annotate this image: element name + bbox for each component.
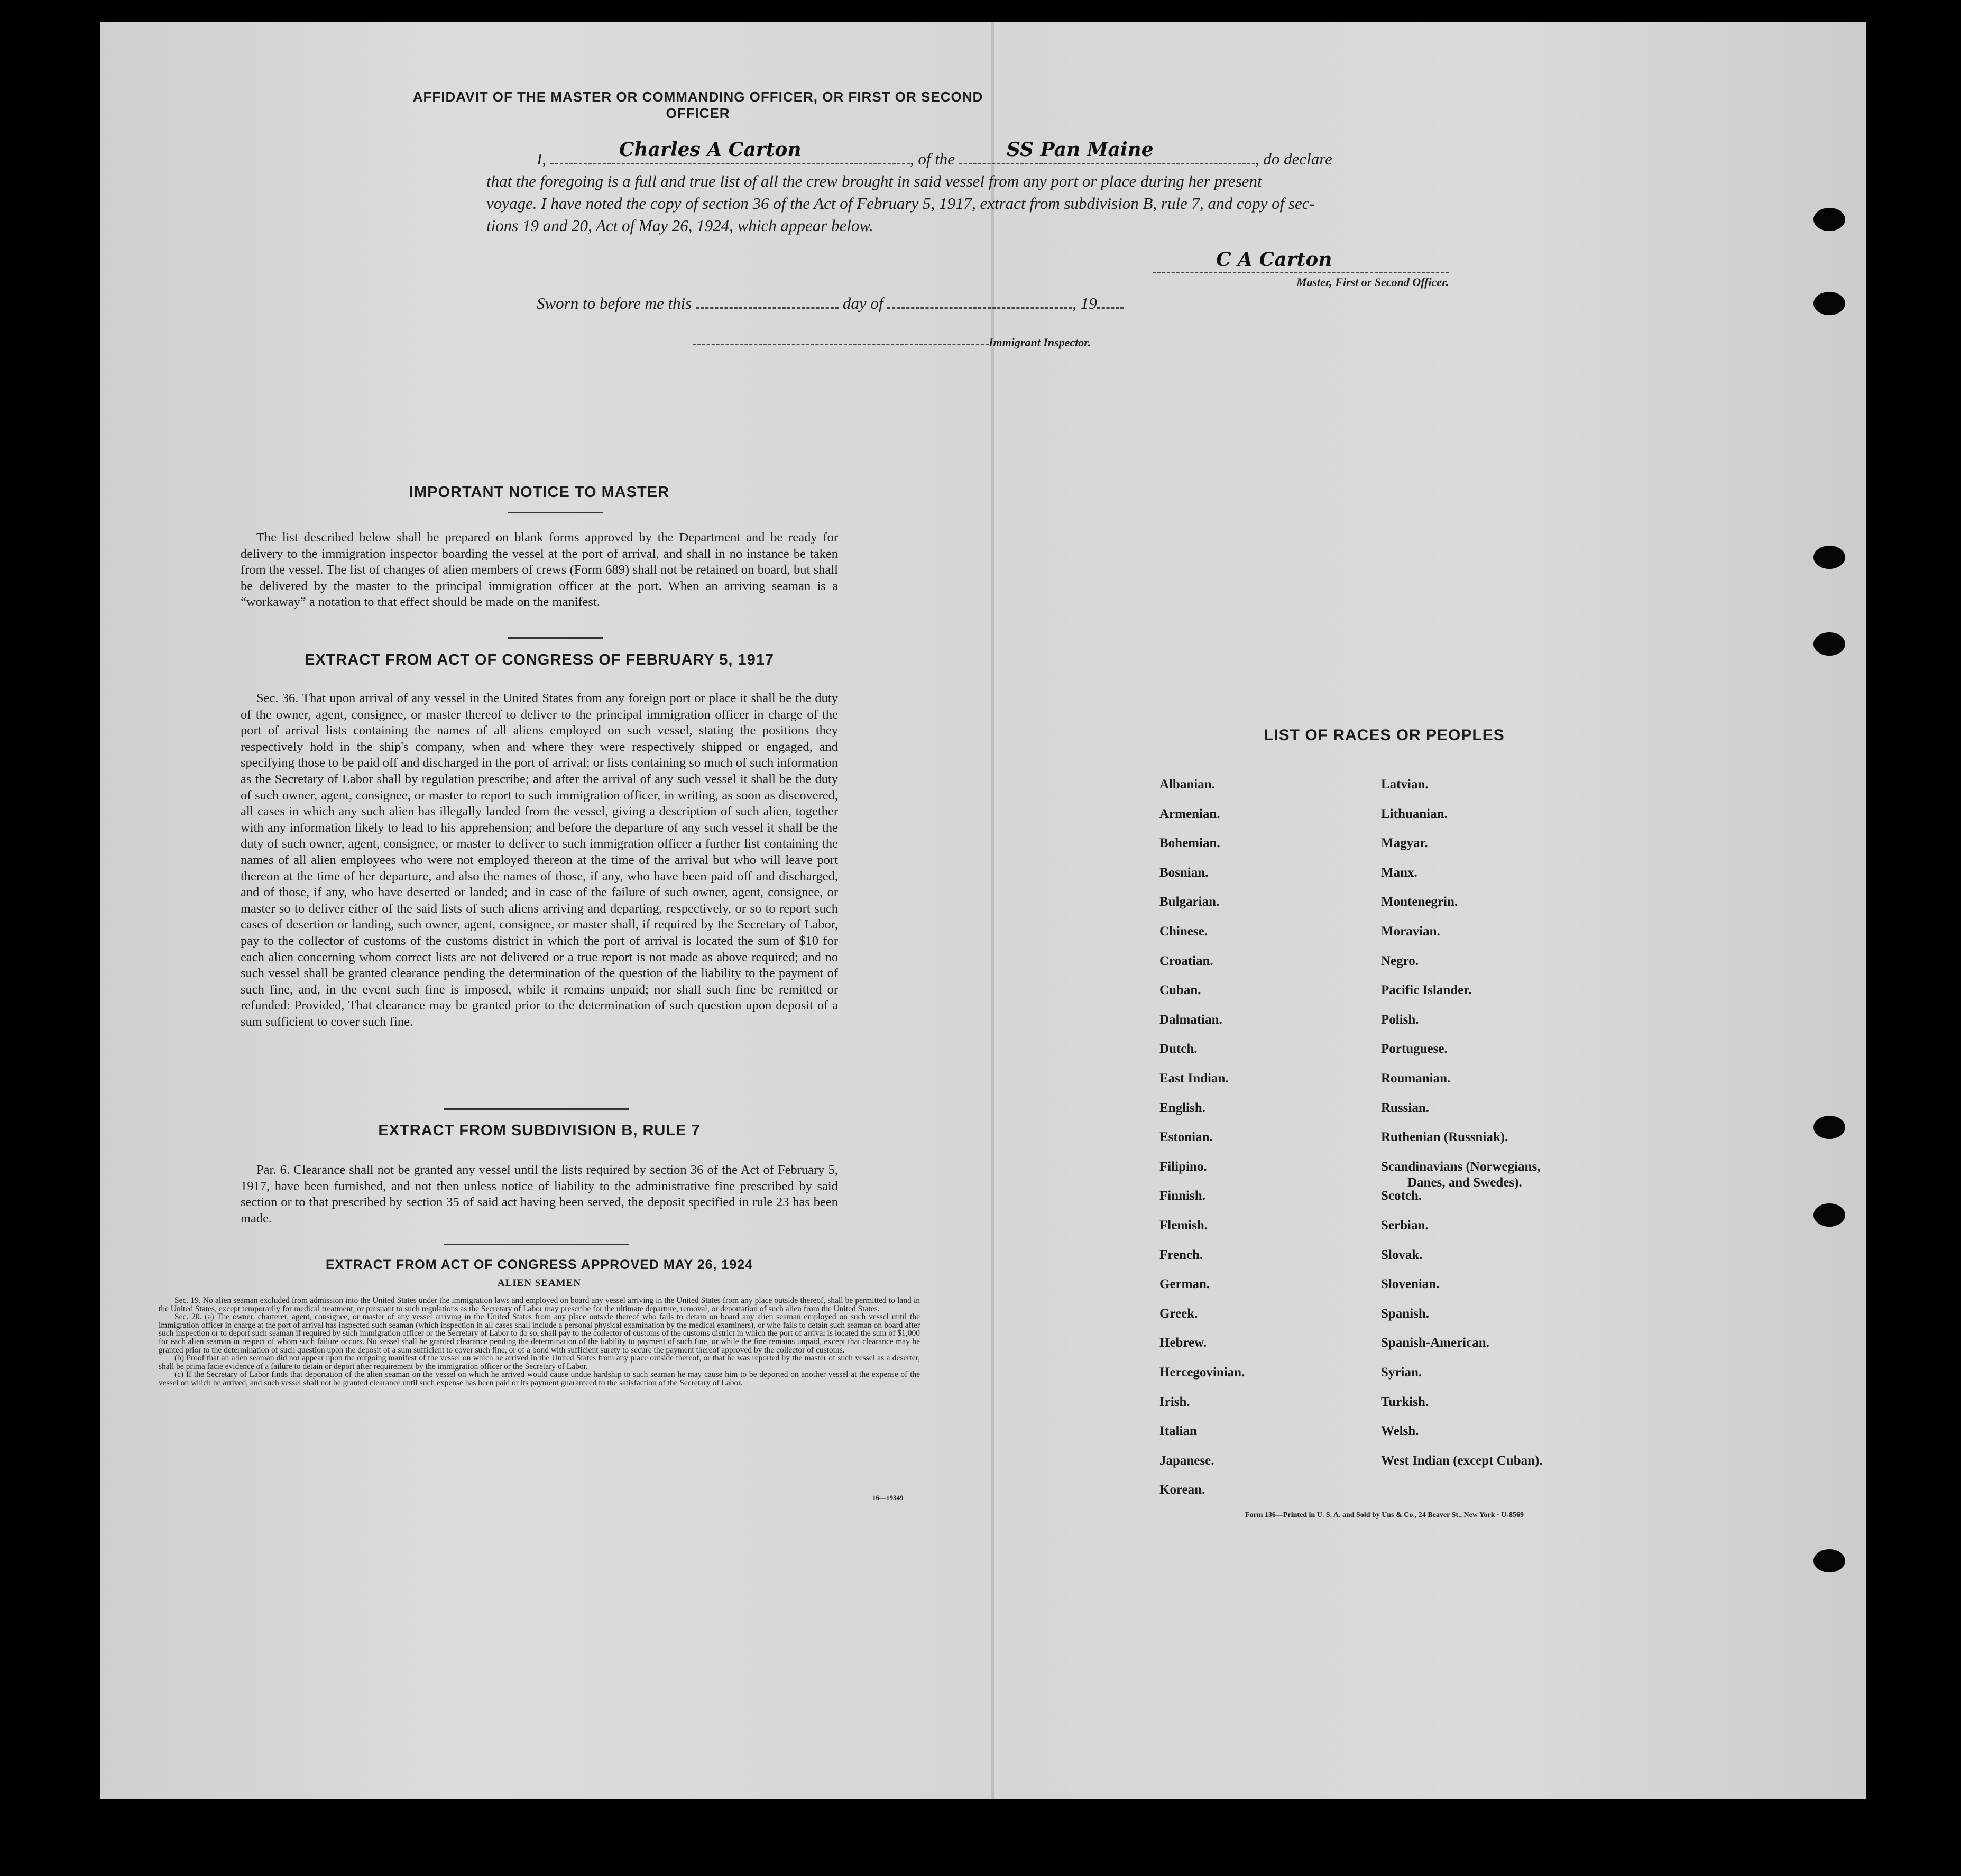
affidavit-heading: AFFIDAVIT OF THE MASTER OR COMMANDING OFFICER, OR FIRST OR SECOND OFFICER: [412, 89, 983, 121]
affidavit-suffix: , do declare: [1255, 150, 1332, 168]
vessel-name: SS Pan Maine: [1006, 139, 1154, 161]
print-code: 16—19349: [872, 1494, 904, 1502]
race-item: Portuguese.: [1381, 1042, 1448, 1056]
race-item: Filipino.: [1159, 1160, 1207, 1174]
race-item: Danes, and Swedes).: [1407, 1175, 1522, 1190]
punch-hole: [1813, 1116, 1845, 1139]
sec-20a-text: Sec. 20. (a) The owner, charterer, agent, consignee, or master of any vessel arriving in the United States from any place outside thereof who fails to detain on board any alien seaman employed on such vessel until the immigration officer in charge at the port of arrival has inspected such seaman (which inspection in all cases shall include a personal physical examination by the medical examiners), or who fails to detain such seaman on board after such inspection or to deport such seaman if required by such immigration officer or the Secretary of Labor to do so, shall pay to the collector of customs of the customs district in which the port of arrival is located the sum of $1,000 for each alien seaman in respect of whom such failure occurs. No vessel shall be granted clearance pending the determination of the liability to payment of such fine, or while the fine remains unpaid, except that clearance may be granted prior to the determination of such question upon the deposit of a sum sufficient to cover such fine, or of a bond with sufficient surety to secure the payment thereof approved by the collector of customs.: [159, 1312, 920, 1355]
race-item: Chinese.: [1159, 924, 1208, 939]
race-item: Estonian.: [1159, 1130, 1213, 1144]
race-item: Scandinavians (Norwegians,: [1381, 1160, 1541, 1174]
race-item: Lithuanian.: [1381, 807, 1448, 821]
race-item: Latvian.: [1381, 777, 1429, 792]
race-item: Slovenian.: [1381, 1277, 1440, 1291]
race-item: Spanish.: [1381, 1307, 1430, 1321]
master-signature: C A Carton: [1216, 249, 1332, 271]
race-item: Ruthenian (Russniak).: [1381, 1130, 1508, 1144]
sworn-line: [537, 293, 1124, 313]
inspector-caption: Immigrant Inspector.: [989, 336, 1091, 349]
race-item: Moravian.: [1381, 924, 1440, 939]
page-fold: [991, 22, 994, 1799]
sworn-month-field: [887, 293, 1072, 309]
punch-hole: [1813, 292, 1845, 315]
race-item: Polish.: [1381, 1013, 1419, 1027]
sworn-prefix: Sworn to before me this: [537, 294, 692, 312]
signature-caption: Master, First or Second Officer.: [1296, 275, 1449, 289]
race-item: Bulgarian.: [1159, 895, 1220, 909]
punch-hole: [1813, 1203, 1845, 1227]
race-item: Finnish.: [1159, 1189, 1205, 1203]
affidavit-prefix: I,: [537, 150, 547, 168]
race-item: Dalmatian.: [1159, 1013, 1222, 1027]
extract-1924-subtitle: ALIEN SEAMEN: [497, 1277, 582, 1289]
race-item: Slovak.: [1381, 1248, 1423, 1262]
race-item: Cuban.: [1159, 983, 1201, 997]
sec-19-text: Sec. 19. No alien seaman excluded from admission into the United States under the immigration laws and employed on board any vessel arriving in the United States from any place outside thereof, shall be permitted to land in the United States, except temporarily for medical treatment, or pursuant to such regulations as the Secretary of Labor may prescribe for the ultimate departure, removal, or deportation of such alien from the United States.: [159, 1296, 920, 1313]
affidavit-line-3: voyage. I have noted the copy of section 36 of the Act of February 5, 1917, extract from subdivision B, rule 7, and copy of sec-: [486, 194, 1315, 213]
declarant-name: Charles A Carton: [619, 139, 802, 161]
race-item: Croatian.: [1159, 954, 1213, 968]
affidavit-line-4: tions 19 and 20, Act of May 26, 1924, which appear below.: [486, 216, 873, 235]
race-item: Dutch.: [1159, 1042, 1198, 1056]
race-item: Negro.: [1381, 954, 1419, 968]
divider: [444, 1244, 629, 1245]
divider: [508, 637, 603, 639]
race-item: Montenegrin.: [1381, 895, 1458, 909]
race-item: Magyar.: [1381, 836, 1428, 850]
race-item: Albanian.: [1159, 777, 1215, 792]
divider: [444, 1108, 629, 1110]
race-item: Bohemian.: [1159, 836, 1220, 850]
sworn-year-field: [1097, 293, 1124, 309]
sworn-year: , 19: [1072, 294, 1097, 312]
race-item: Welsh.: [1381, 1424, 1419, 1438]
affidavit-body: [486, 139, 1475, 237]
affidavit-line-2: that the foregoing is a full and true list of all the crew brought in said vessel from any port or place during her present: [486, 172, 1262, 190]
notice-title: IMPORTANT NOTICE TO MASTER: [409, 484, 670, 501]
divider: [508, 512, 603, 513]
race-item: Serbian.: [1381, 1218, 1429, 1233]
race-item: Bosnian.: [1159, 866, 1209, 880]
race-item: Hebrew.: [1159, 1336, 1207, 1350]
race-item: Roumanian.: [1381, 1071, 1451, 1086]
extract-1917-text: Sec. 36. That upon arrival of any vessel in the United States from any foreign port or place it shall be the duty of the owner, agent, consignee, or master thereof to deliver to the principal immigration officer in charge of the port of arrival lists containing the names of all aliens employed on such vessel, stating the positions they respectively hold in the ship's company, when and where they were respectively shipped or engaged, and specifying those to be paid off and discharged in the port of arrival; or lists containing so much of such information as the Secretary of Labor shall by regulation prescribe; and after the arrival of any such vessel it shall be the duty of such owner, agent, consignee, or master to report to such immigration officer, in writing, as soon as discovered, all cases in which any such alien has illegally landed from the vessel, giving a description of such alien, together with any information likely to lead to his apprehension; and before the departure of any such vessel it shall be the duty of such owner, agent, consignee, or master to deliver to such immigration officer a further list containing the names of all alien employees who were not employed thereon at the time of the arrival but who will leave port thereon at the time of her departure, and also the names of those, if any, who have been paid off and discharged, and of those, if any, who have deserted or landed; and in case of the failure of such owner, agent, consignee, or master so to deliver either of the said lists of such aliens arriving and departing, respectively, or so to report such cases of desertion or landing, such owner, agent, consignee, or master shall, if required by the Secretary of Labor, pay to the collector of customs of the customs district in which the port of arrival is located the sum of $10 for each alien concerning whom correct lists are not delivered or a true report is not made as above required; and no such vessel shall be granted clearance pending the determination of the question of the liability to the payment of such fine, and, in the event such fine is imposed, while it remains unpaid; nor shall such fine be remitted or refunded: Provided, That clearance may be granted prior to the determination of such question upon deposit of a sum sufficient to cover such fine.: [241, 691, 838, 1029]
race-item: Italian: [1159, 1424, 1197, 1438]
race-item: East Indian.: [1159, 1071, 1229, 1086]
race-item: Turkish.: [1381, 1395, 1429, 1409]
race-item: Hercegovinian.: [1159, 1365, 1245, 1380]
race-item: Manx.: [1381, 866, 1417, 880]
race-item: Russian.: [1381, 1101, 1430, 1115]
race-item: Flemish.: [1159, 1218, 1208, 1233]
race-item: German.: [1159, 1277, 1210, 1291]
form-footer: Form 136—Printed in U. S. A. and Sold by Uns & Co., 24 Beaver St., New York · U-8569: [1245, 1511, 1524, 1519]
punch-hole: [1813, 208, 1845, 231]
declarant-name-field: [550, 139, 910, 164]
sec-20c-text: (c) If the Secretary of Labor finds that deportation of the alien seaman on the vessel on which he arrived would cause undue hardship to such seaman he may cause him to be deported on another vessel at the expense of the vessel on which he arrived, and such vessel shall not be granted clearance until such expense has been paid or its payment guaranteed to the satisfaction of the Secretary of Labor.: [159, 1370, 920, 1387]
race-item: Pacific Islander.: [1381, 983, 1472, 997]
race-item: Korean.: [1159, 1483, 1205, 1497]
sec-20b-text: (b) Proof that an alien seaman did not appear upon the outgoing manifest of the vessel on which he arrived in the United States from any place outside thereof, or that he was reported by the master of such vessel as a deserter, shall be prima facie evidence of a failure to detain or deport after requirement by the immigration officer or the Secretary of Labor.: [159, 1354, 920, 1371]
race-item: Irish.: [1159, 1395, 1190, 1409]
race-item: Armenian.: [1159, 807, 1220, 821]
inspector-signature-line: [693, 344, 989, 345]
notice-text: The list described below shall be prepared on blank forms approved by the Department and be ready for delivery to the immigration inspector boarding the vessel at the port of arrival, and shall in no instance be taken from the vessel. The list of changes of alien members of crews (Form 689) shall not be retained on board, but shall be delivered by the master to the principal immigration officer at the port. When an arriving seaman is a “workaway” a notation to that effect should be made on the manifest.: [241, 530, 838, 610]
affidavit-mid: , of the: [909, 150, 955, 168]
punch-hole: [1813, 632, 1845, 656]
sworn-day-field: [696, 293, 839, 309]
punch-hole: [1813, 1549, 1845, 1572]
race-item: Japanese.: [1159, 1454, 1214, 1468]
races-title: LIST OF RACES OR PEOPLES: [1264, 727, 1505, 744]
sworn-mid: day of: [842, 294, 883, 312]
race-item: Spanish-American.: [1381, 1336, 1489, 1350]
extract-1917-title: EXTRACT FROM ACT OF CONGRESS OF FEBRUARY 5, 1917: [304, 651, 775, 668]
extract-1924-body: [159, 1296, 920, 1387]
signature-block: [1153, 249, 1449, 289]
subdivision-b-text: Par. 6. Clearance shall not be granted any vessel until the lists required by section 36 of the Act of February 5, 1917, have been furnished, and not then unless notice of liability to the administrative fine prescribed by said section or to that prescribed by section 35 of said act having been served, the deposit specified in rule 23 has been made.: [241, 1163, 838, 1226]
punch-hole: [1813, 546, 1845, 569]
race-item: Scotch.: [1381, 1189, 1422, 1203]
subdivision-b-title: EXTRACT FROM SUBDIVISION B, RULE 7: [378, 1122, 701, 1139]
extract-1924-title: EXTRACT FROM ACT OF CONGRESS APPROVED MAY 26, 1924: [325, 1257, 753, 1272]
vessel-name-field: [959, 139, 1255, 164]
race-item: West Indian (except Cuban).: [1381, 1454, 1543, 1468]
race-item: Greek.: [1159, 1307, 1198, 1321]
race-item: English.: [1159, 1101, 1205, 1115]
race-item: French.: [1159, 1248, 1203, 1262]
race-item: Syrian.: [1381, 1365, 1422, 1380]
